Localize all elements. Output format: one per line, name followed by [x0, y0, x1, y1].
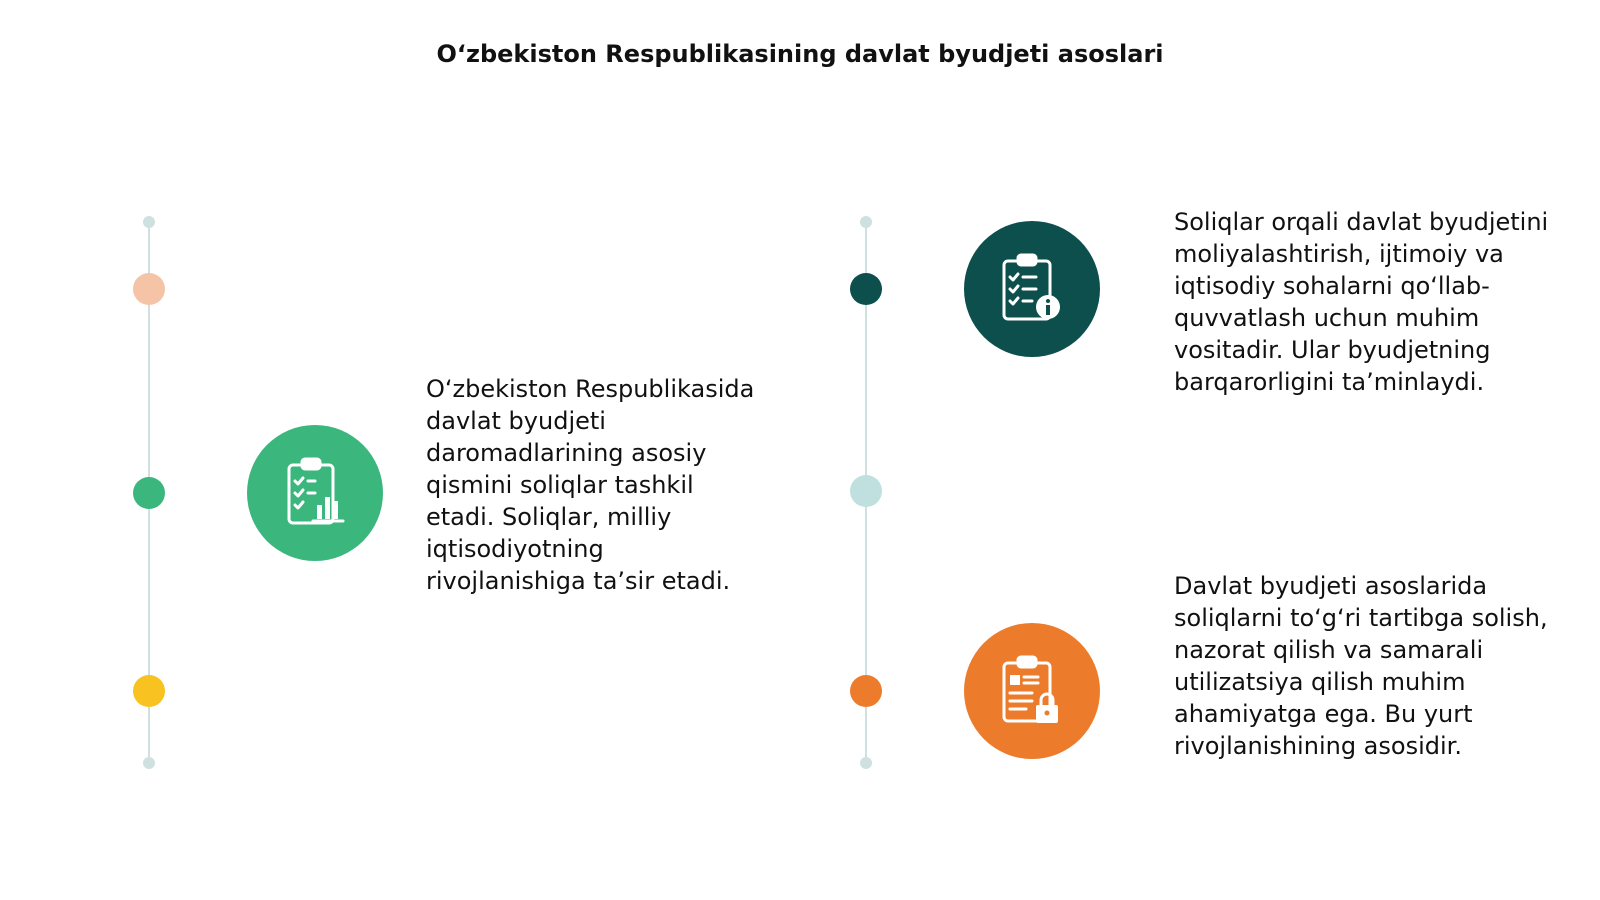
- timeline-dot-yellow: [133, 675, 165, 707]
- timeline-dot-light-teal: [850, 475, 882, 507]
- left-timeline-end: [143, 757, 155, 769]
- timeline-dot-orange: [850, 675, 882, 707]
- left-timeline-start: [143, 216, 155, 228]
- page-title: O‘zbekiston Respublikasining davlat byudjeti asoslari: [436, 40, 1164, 68]
- item-text-1: O‘zbekiston Respublikasida davlat byudjeti daromadlarining asosiy qismini soliqlar tashkil etadi. Soliqlar, milliy iqtisodiyotning rivojlanishiga ta’sir etadi.: [426, 375, 755, 595]
- timeline-dot-green: [133, 477, 165, 509]
- item-text-2: Soliqlar orqali davlat byudjetini moliyalashtirish, ijtimoiy va iqtisodiy sohalarni qo‘llab-quvvatlash uchun muhim vositadir. Ular byudjetning barqarorligini ta’minlaydi.: [1174, 208, 1549, 396]
- right-timeline-end: [860, 757, 872, 769]
- timeline-dot-dark-teal: [850, 273, 882, 305]
- clipboard-lock-icon: [964, 623, 1100, 759]
- timeline-dot-peach: [133, 273, 165, 305]
- right-timeline-start: [860, 216, 872, 228]
- clipboard-info-icon: [964, 221, 1100, 357]
- item-text-3: Davlat byudjeti asoslarida soliqlarni to‘g‘ri tartibga solish, nazorat qilish va samarali utilizatsiya qilish muhim ahamiyatga ega. Bu yurt rivojlanishining asosidir.: [1174, 572, 1548, 760]
- clipboard-chart-icon: [247, 425, 383, 561]
